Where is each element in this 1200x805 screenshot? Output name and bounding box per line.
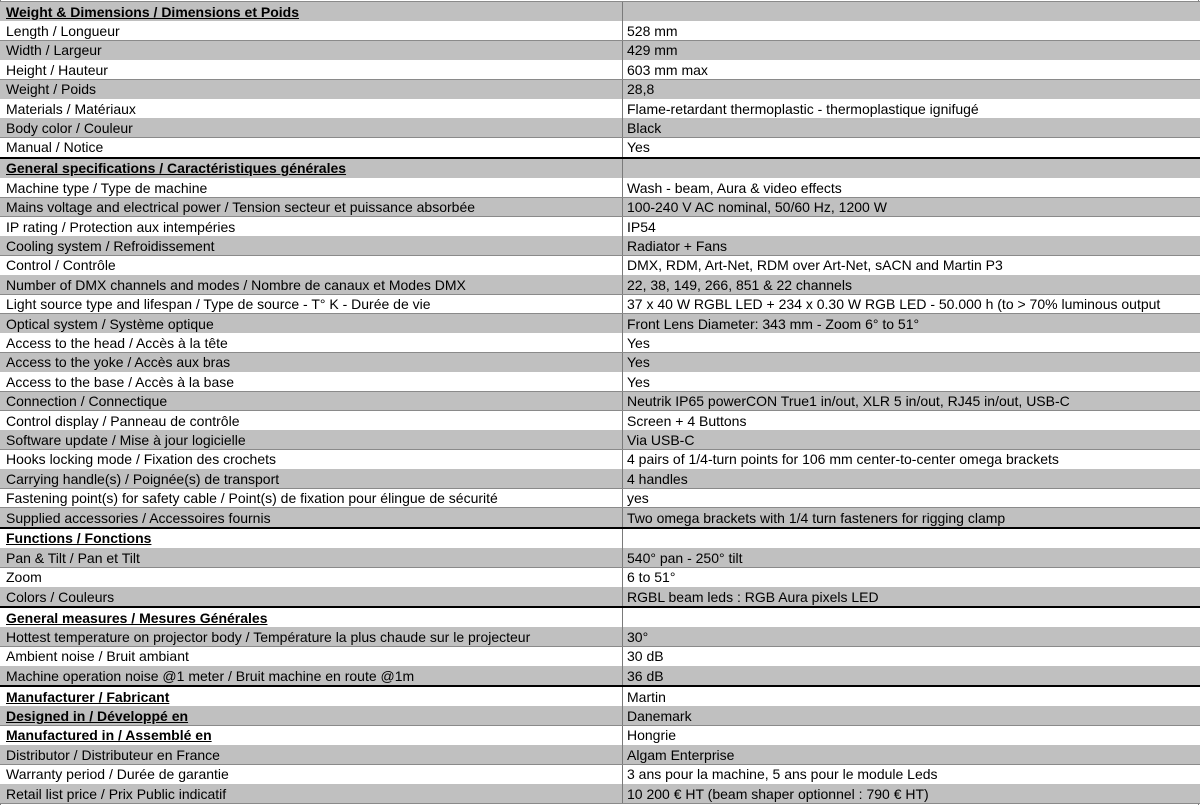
- spec-value: 100-240 V AC nominal, 50/60 Hz, 1200 W: [627, 199, 887, 216]
- spec-label: Retail list price / Prix Public indicatif: [0, 784, 623, 803]
- spec-label: Machine operation noise @1 meter / Bruit machine en route @1m: [0, 666, 623, 685]
- table-row: [0, 21, 1200, 40]
- spec-value: 30 dB: [627, 648, 664, 665]
- spec-value: [623, 159, 1200, 178]
- table-row: [0, 706, 1200, 725]
- spec-value: [623, 2, 1200, 21]
- table-row: [0, 198, 1200, 217]
- spec-label: Cooling system / Refroidissement: [0, 236, 623, 255]
- spec-label: IP rating / Protection aux intempéries: [0, 217, 623, 236]
- spec-label: Access to the yoke / Accès aux bras: [0, 353, 623, 372]
- table-row: [0, 568, 1200, 587]
- spec-label: Warranty period / Durée de garantie: [0, 765, 623, 784]
- spec-label: Manual / Notice: [0, 138, 623, 157]
- spec-label: Light source type and lifespan / Type de source - T° K - Durée de vie: [0, 295, 623, 314]
- table-row: [0, 80, 1200, 99]
- table-row: [0, 295, 1200, 314]
- spec-label: Manufacturer / Fabricant: [0, 687, 623, 706]
- spec-value: RGBL beam leds : RGB Aura pixels LED: [627, 588, 879, 605]
- table-row: [0, 508, 1200, 527]
- spec-value: 30°: [627, 628, 649, 645]
- table-row: [0, 784, 1200, 803]
- table-row: [0, 256, 1200, 275]
- spec-label: Access to the base / Accès à la base: [0, 372, 623, 391]
- table-row: [0, 217, 1200, 236]
- table-row: [0, 392, 1200, 411]
- spec-value: 4 pairs of 1/4-turn points for 106 mm center-to-center omega brackets: [627, 451, 1059, 468]
- table-row: [0, 275, 1200, 294]
- row-divider: [0, 803, 1200, 804]
- table-row: [0, 469, 1200, 488]
- table-row: [0, 666, 1200, 685]
- spec-label: Hooks locking mode / Fixation des crochets: [0, 450, 623, 469]
- spec-value: 603 mm max: [627, 61, 708, 78]
- table-row: [0, 314, 1200, 333]
- table-row: [0, 745, 1200, 764]
- table-row: [0, 627, 1200, 646]
- spec-label: Machine type / Type de machine: [0, 178, 623, 197]
- table-row: [0, 41, 1200, 60]
- section-title: Functions / Fonctions: [0, 529, 623, 548]
- spec-value: [623, 608, 1200, 627]
- spec-value: 22, 38, 149, 266, 851 & 22 channels: [627, 276, 852, 293]
- table-row: [0, 99, 1200, 118]
- spec-label: Number of DMX channels and modes / Nombre de canaux et Modes DMX: [0, 275, 623, 294]
- spec-value: Radiator + Fans: [627, 237, 727, 254]
- spec-value: Wash - beam, Aura & video effects: [627, 179, 842, 196]
- spec-label: Length / Longueur: [0, 21, 623, 40]
- spec-value: 37 x 40 W RGBL LED + 234 x 0.30 W RGB LED - 50.000 h (to > 70% luminous output: [627, 296, 1161, 313]
- table-row: [0, 765, 1200, 784]
- spec-label: Fastening point(s) for safety cable / Point(s) de fixation pour élingue de sécurité: [0, 489, 623, 508]
- table-row: [0, 450, 1200, 469]
- spec-value: [623, 529, 1200, 548]
- spec-value: yes: [627, 490, 649, 507]
- spec-label: Optical system / Système optique: [0, 314, 623, 333]
- table-row: [0, 587, 1200, 606]
- spec-value: Yes: [627, 373, 650, 390]
- spec-value: Yes: [627, 139, 650, 156]
- table-row: [0, 138, 1200, 157]
- spec-label: Ambient noise / Bruit ambiant: [0, 647, 623, 666]
- spec-value: Flame-retardant thermoplastic - thermoplastique ignifugé: [627, 100, 979, 117]
- spec-value: 36 dB: [627, 667, 664, 684]
- spec-label: Pan & Tilt / Pan et Tilt: [0, 548, 623, 567]
- section-header-row: [0, 529, 1200, 548]
- spec-label: Designed in / Développé en: [0, 706, 623, 725]
- table-row: [0, 333, 1200, 352]
- table-row: [0, 489, 1200, 508]
- spec-value: Yes: [627, 354, 650, 371]
- table-row: [0, 726, 1200, 745]
- spec-value: 6 to 51°: [627, 569, 676, 586]
- spec-label: Weight / Poids: [0, 80, 623, 99]
- section-title: General measures / Mesures Générales: [0, 608, 623, 627]
- section-title: Weight & Dimensions / Dimensions et Poids: [0, 2, 623, 21]
- spec-value: 540° pan - 250° tilt: [627, 549, 743, 566]
- table-row: [0, 60, 1200, 79]
- section-title: General specifications / Caractéristiques générales: [0, 159, 623, 178]
- table-row: [0, 430, 1200, 449]
- spec-label: Colors / Couleurs: [0, 587, 623, 606]
- spec-value: Yes: [627, 334, 650, 351]
- spec-value: Via USB-C: [627, 431, 695, 448]
- spec-value: 3 ans pour la machine, 5 ans pour le module Leds: [627, 766, 938, 783]
- spec-value: DMX, RDM, Art-Net, RDM over Art-Net, sACN and Martin P3: [627, 257, 1003, 274]
- spec-label: Materials / Matériaux: [0, 99, 623, 118]
- table-top-border: [0, 1, 1200, 2]
- spec-label: Supplied accessories / Accessoires fournis: [0, 508, 623, 527]
- table-row: [0, 353, 1200, 372]
- spec-value: 4 handles: [627, 470, 688, 487]
- spec-value: Black: [627, 120, 662, 137]
- spec-label: Zoom: [0, 568, 623, 587]
- table-row: [0, 548, 1200, 567]
- table-row: [0, 411, 1200, 430]
- table-row: [0, 236, 1200, 255]
- table-row: [0, 372, 1200, 391]
- section-header-row: [0, 2, 1200, 21]
- table-row: [0, 118, 1200, 137]
- spec-value: Neutrik IP65 powerCON True1 in/out, XLR 5 in/out, RJ45 in/out, USB-C: [627, 393, 1070, 410]
- spec-label: Hottest temperature on projector body / Température la plus chaude sur le projecteur: [0, 627, 623, 646]
- spec-label: Height / Hauteur: [0, 60, 623, 79]
- spec-value: Martin: [627, 688, 666, 705]
- section-header-row: [0, 608, 1200, 627]
- spec-value: 528 mm: [627, 23, 678, 40]
- spec-label: Carrying handle(s) / Poignée(s) de transport: [0, 469, 623, 488]
- spec-value: Hongrie: [627, 727, 677, 744]
- spec-label: Software update / Mise à jour logicielle: [0, 430, 623, 449]
- table-row: [0, 178, 1200, 197]
- spec-label: Width / Largeur: [0, 41, 623, 60]
- spec-value: 429 mm: [627, 42, 678, 59]
- spec-value: Two omega brackets with 1/4 turn fasteners for rigging clamp: [627, 509, 1006, 526]
- spec-label: Control display / Panneau de contrôle: [0, 411, 623, 430]
- table-row: [0, 687, 1200, 706]
- spec-value: Screen + 4 Buttons: [627, 412, 747, 429]
- spec-value: Algam Enterprise: [627, 746, 735, 763]
- spec-value: 28,8: [627, 81, 655, 98]
- spec-label: Distributor / Distributeur en France: [0, 745, 623, 764]
- spec-value: Front Lens Diameter: 343 mm - Zoom 6° to 51°: [627, 315, 920, 332]
- spec-label: Access to the head / Accès à la tête: [0, 333, 623, 352]
- spec-label: Control / Contrôle: [0, 256, 623, 275]
- spec-label: Connection / Connectique: [0, 392, 623, 411]
- spec-label: Manufactured in / Assemblé en: [0, 726, 623, 745]
- spec-label: Mains voltage and electrical power / Tension secteur et puissance absorbée: [0, 198, 623, 217]
- table-row: [0, 647, 1200, 666]
- spec-value: IP54: [627, 218, 656, 235]
- spec-label: Body color / Couleur: [0, 118, 623, 137]
- spec-value: Danemark: [627, 708, 692, 725]
- section-header-row: [0, 159, 1200, 178]
- spec-value: 10 200 € HT (beam shaper optionnel : 790 € HT): [627, 785, 929, 802]
